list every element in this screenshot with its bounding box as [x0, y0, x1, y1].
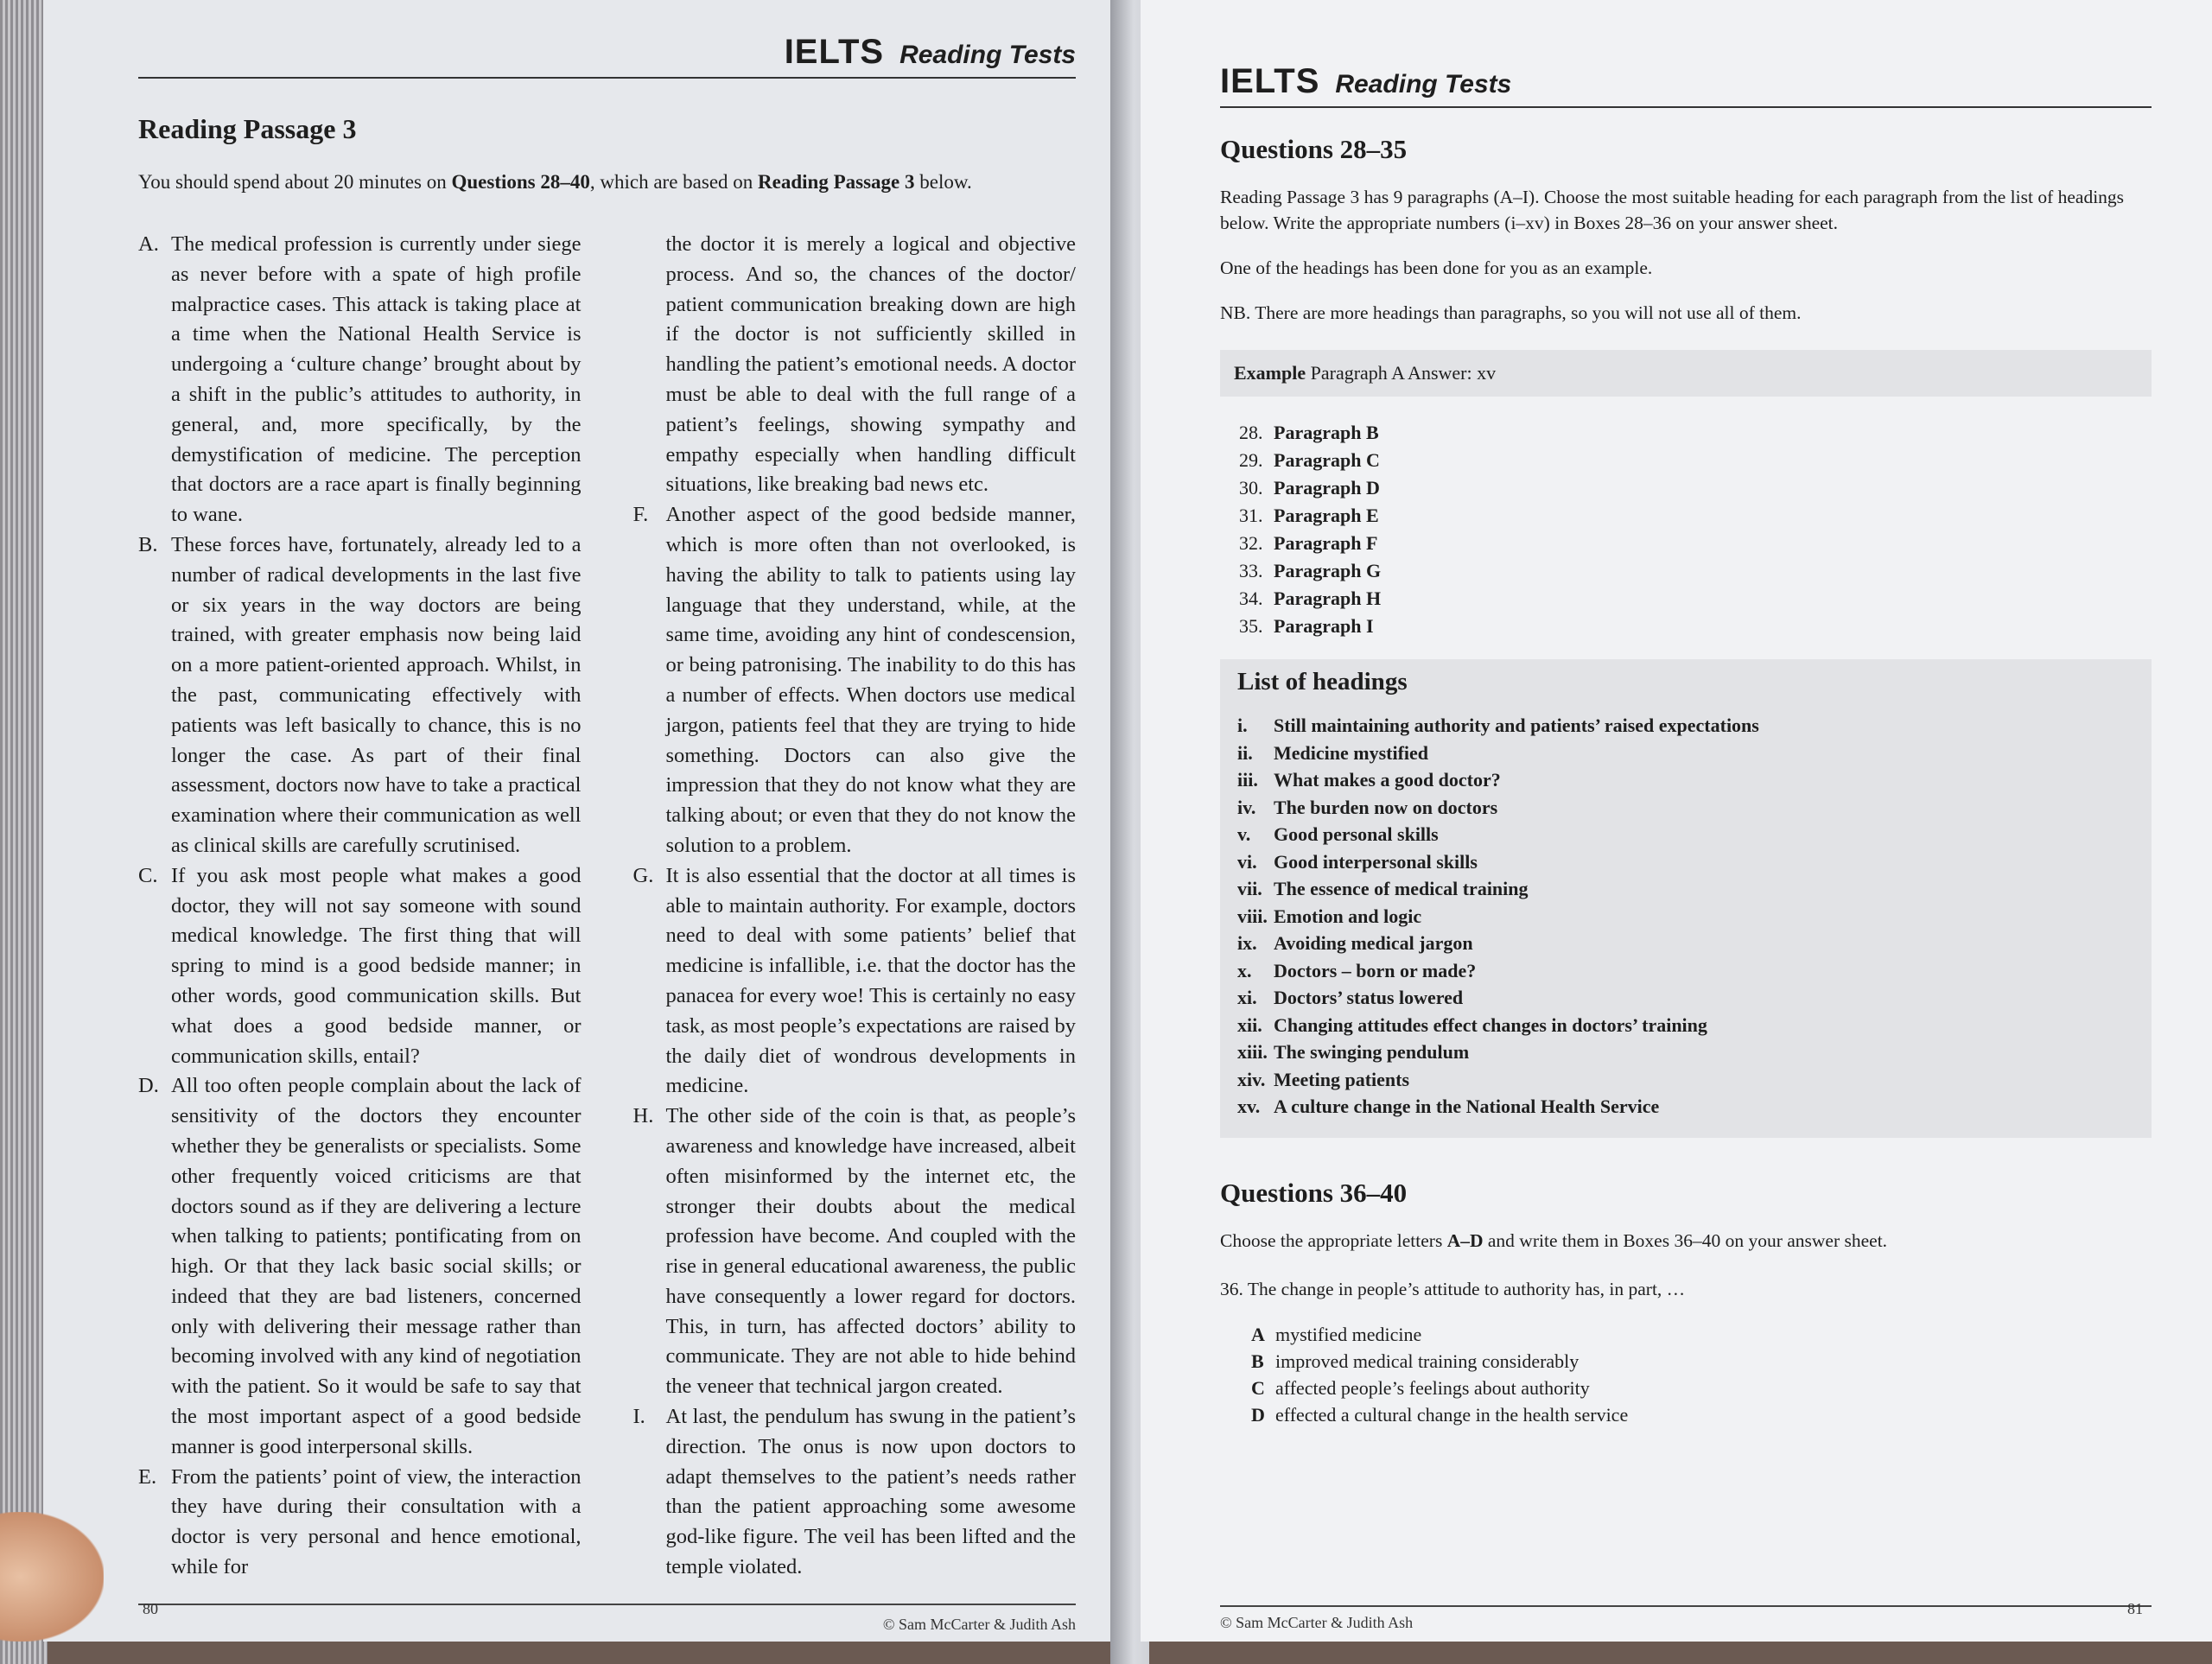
paragraph-letter: H.	[632, 1104, 654, 1128]
question-number: 34.	[1239, 587, 1263, 609]
paragraph-letter: C.	[138, 863, 158, 887]
paragraph-indent	[633, 230, 666, 500]
question-item	[1239, 557, 2152, 585]
right-page	[1141, 0, 2212, 1642]
option-item	[1251, 1321, 2152, 1348]
heading-text: Changing attitudes effect changes in doctors’ training	[1274, 1013, 1707, 1036]
heading-numeral: viii.	[1237, 905, 1268, 927]
heading-text: Emotion and logic	[1274, 905, 1422, 927]
question-item	[1239, 613, 2152, 640]
heading-text: Good personal skills	[1274, 823, 1439, 845]
thumb	[0, 1512, 104, 1642]
heading-numeral: xv.	[1237, 1096, 1261, 1117]
question-label: Paragraph C	[1274, 449, 1380, 471]
paragraph-letter: B.	[138, 532, 158, 556]
option-text: mystified medicine	[1275, 1323, 1422, 1345]
question-label: Paragraph G	[1274, 560, 1382, 581]
heading-text: Good interpersonal skills	[1274, 850, 1478, 873]
question-number: 35.	[1239, 615, 1263, 637]
headings-title: List of headings	[1237, 668, 1408, 695]
heading-text: Doctors – born or made?	[1274, 959, 1477, 981]
heading-item	[1237, 875, 2134, 903]
option-letter: D	[1251, 1403, 1265, 1426]
option-letter: B	[1251, 1350, 1264, 1372]
paragraph-text: The medical profession is currently under siege as never before with a spate of high profile malpractice cases. This attack is taking place at a time when the National Health Service is undergoing a ‘culture change’ brought about by a shift in the public’s attitudes to authority, in general, and, more specifically, by the demystification of medicine. The perception that doctors are a race apart is finally beginning to wane.	[171, 232, 582, 527]
option-text: affected people’s feelings about authority	[1275, 1376, 1590, 1399]
heading-item	[1237, 766, 2134, 794]
heading-numeral: vi.	[1237, 850, 1257, 873]
question-number: 33.	[1239, 560, 1263, 581]
heading-numeral: i.	[1237, 715, 1248, 736]
heading-item	[1237, 740, 2134, 767]
headings-list	[1237, 712, 2134, 1121]
question-label: Paragraph D	[1274, 477, 1380, 499]
paragraph-text: All too often people complain about the lack of sensitivity of the doctors they encounter whether they be generalists or specialists. Some other frequently voiced criticisms are that doctors sound as if they are delivering a lecture when talking to patients; pontificating from on high. Or that they lack basic social skills; or indeed that they are bad listeners, concerned only with delivering their message rather than becoming involved with any kind of negotiation with the patient. So it would be safe to say that the most important aspect of a good bedside manner is good interpersonal skills.	[171, 1074, 582, 1458]
heading-text: The essence of medical training	[1274, 878, 1529, 899]
option-letter: A	[1251, 1323, 1265, 1345]
question-label: Paragraph B	[1274, 422, 1379, 443]
instruction-text: You should spend about 20 minutes on	[138, 171, 452, 193]
question-number: 30.	[1239, 477, 1263, 499]
series-title-main: IELTS	[784, 33, 885, 71]
paragraph-text: At last, the pendulum has swung in the patient’s direction. The onus is now upon doctors to adapt themselves to the patient’s needs rather than the patient approaching some awesome god-like figure. The veil has been lifted and the temple violated.	[665, 1405, 1076, 1579]
instruction-text: , which are based on	[589, 171, 759, 193]
heading-numeral: x.	[1237, 959, 1252, 981]
paragraph-text: Another aspect of the good bedside manner, which is more often than not overlooked, is having the ability to talk to patients using lay language that they understand, while, at the same time, avoiding any hint of condescension, or being patronising. The inability to do this has a number of effects. When doctors use medical jargon, patients feel that they are trying to hide something. Doctors can also give the impression that they do not know what they are talking about; or even that they do not know the solution to a problem.	[665, 503, 1076, 857]
example-text: Paragraph A Answer: xv	[1306, 362, 1497, 384]
section-title: Reading Passage 3	[138, 113, 357, 144]
series-title-sub: Reading Tests	[1335, 70, 1512, 98]
left-page	[43, 0, 1119, 1642]
instruction-bold: A–D	[1446, 1229, 1484, 1251]
passage-column-2	[633, 230, 1077, 1583]
paragraph-text: From the patients’ point of view, the interaction they have during their consultation with a doctor is very personal and hence emotional, while for	[171, 1464, 582, 1579]
left-series-header	[138, 0, 1076, 72]
heading-numeral: v.	[1237, 823, 1251, 845]
question-item	[1239, 585, 2152, 613]
paragraph-letter: I.	[632, 1405, 645, 1429]
heading-item	[1237, 957, 2134, 985]
copyright: © Sam McCarter & Judith Ash	[1220, 1614, 1414, 1631]
paragraph-text: The other side of the coin is that, as people’s awareness and knowledge have increased, albeit often misinformed by the internet etc, the stronger their doubts about the medical profession have become. And coupled with the rise in general educational awareness, the public have consequently a lower regard for doctors. This, in turn, has affected doctors’ ability to communicate. They are not able to hide behind the veneer that technical jargon created.	[665, 1104, 1076, 1399]
paragraph-a	[138, 230, 582, 530]
paragraph-c	[138, 861, 582, 1072]
series-title-sub: Reading Tests	[899, 41, 1076, 69]
header-rule	[138, 77, 1076, 79]
questions-instruction: NB. There are more headings than paragraphs, so you will not use all of them.	[1220, 302, 1802, 323]
paragraph-text: These forces have, fortunately, already led to a number of radical developments in the last five or six years in the way doctors are being trained, with greater emphasis now being laid on a more patient-oriented approach. Whilst, in the past, communicating effectively with patients was left basically to chance, this is no longer the case. As part of their final assessment, doctors now have to take a practical examination where their communication as well as clinical skills are carefully scrutinised.	[171, 532, 582, 857]
heading-item	[1237, 984, 2134, 1012]
question-label: Paragraph I	[1274, 615, 1374, 637]
paragraph-f	[633, 500, 1077, 861]
questions-instruction: Reading Passage 3 has 9 paragraphs (A–I). Choose the most suitable heading for each paragraph from the list of headings below. Write the appropriate numbers (i–xv) in Boxes 28–36 on your answer sheet.	[1220, 187, 2125, 233]
heading-text: Avoiding medical jargon	[1274, 932, 1473, 954]
option-item	[1251, 1401, 2152, 1428]
passage-columns	[138, 230, 1076, 1583]
instruction-bold: Reading Passage 3	[758, 171, 915, 193]
paragraph-letter: E.	[138, 1464, 157, 1489]
right-series-header	[1220, 0, 2152, 101]
paragraph-e	[138, 1463, 582, 1583]
paragraph-text: the doctor it is merely a logical and objective process. And so, the chances of the doctor/ patient communication breaking down are high if the doctor is not sufficiently skilled in handling the patient’s emotional needs. A doctor must be able to deal with the full range of a patient’s feelings, showing sympathy and empathy especially when handling difficult situations, like breaking bad news etc.	[665, 232, 1076, 497]
heading-text: Medicine mystified	[1274, 741, 1429, 764]
question-36-options	[1251, 1321, 2152, 1428]
heading-numeral: xiii.	[1237, 1041, 1268, 1063]
questions-28-35-heading: Questions 28–35	[1220, 134, 1408, 164]
paragraph-question-list	[1220, 419, 2152, 640]
heading-item	[1237, 930, 2134, 957]
paragraph-i	[633, 1402, 1077, 1583]
heading-text: What makes a good doctor?	[1274, 769, 1501, 791]
heading-numeral: xiv.	[1237, 1068, 1266, 1090]
page-number: 80	[143, 1600, 158, 1617]
copyright: © Sam McCarter & Judith Ash	[882, 1616, 1076, 1633]
question-item	[1239, 530, 2152, 557]
heading-text: The swinging pendulum	[1274, 1041, 1470, 1063]
question-label: Paragraph F	[1274, 532, 1378, 554]
page-number: 81	[2127, 1600, 2143, 1617]
option-text: effected a cultural change in the health service	[1275, 1403, 1629, 1426]
heading-numeral: ii.	[1237, 741, 1253, 764]
footer-rule	[138, 1604, 1076, 1605]
heading-item	[1237, 821, 2134, 848]
questions-instruction: One of the headings has been done for you as an example.	[1220, 257, 1653, 278]
series-title-main: IELTS	[1220, 62, 1320, 100]
heading-text: The burden now on doctors	[1274, 796, 1498, 818]
heading-item	[1237, 848, 2134, 876]
heading-numeral: ix.	[1237, 932, 1257, 954]
heading-text: A culture change in the National Health Service	[1274, 1096, 1660, 1117]
paragraph-text: It is also essential that the doctor at all times is able to maintain authority. For example, doctors need to deal with some patients’ belief that medicine is infallible, i.e. that the doctor has the panacea for every woe! This is certainly no easy task, as most people’s expectations are raised by the daily diet of wondrous developments in medicine.	[665, 863, 1076, 1098]
paragraph-letter: G.	[632, 863, 654, 887]
heading-text: Still maintaining authority and patients’ raised expectations	[1274, 715, 1759, 736]
questions-instruction	[1220, 1228, 2152, 1254]
book-page-edges	[0, 0, 48, 1664]
paragraph-g	[633, 861, 1077, 1102]
questions-36-40-heading: Questions 36–40	[1220, 1177, 1408, 1208]
instruction-text: Choose the appropriate letters	[1220, 1229, 1447, 1251]
heading-numeral: iii.	[1237, 769, 1258, 791]
instruction-bold: Questions 28–40	[451, 171, 590, 193]
paragraph-letter: F.	[632, 503, 649, 527]
paragraph-b	[138, 530, 582, 861]
question-36: 36. The change in people’s attitude to authority has, in part, …	[1220, 1278, 1686, 1299]
question-number: 29.	[1239, 449, 1263, 471]
heading-item	[1237, 712, 2134, 740]
question-label: Paragraph H	[1274, 587, 1382, 609]
instruction-text: below.	[914, 171, 972, 193]
paragraph-d	[138, 1071, 582, 1462]
heading-item	[1237, 1038, 2134, 1066]
heading-text: Meeting patients	[1274, 1068, 1410, 1090]
question-item	[1239, 474, 2152, 502]
heading-item	[1237, 903, 2134, 930]
question-item	[1239, 502, 2152, 530]
question-label: Paragraph E	[1274, 505, 1379, 526]
passage-column-1	[138, 230, 582, 1583]
paragraph-letter: A.	[138, 232, 159, 256]
question-number: 31.	[1239, 505, 1263, 526]
heading-text: Doctors’ status lowered	[1274, 987, 1464, 1008]
question-item	[1239, 419, 2152, 447]
footer-rule	[1220, 1605, 2152, 1607]
heading-item	[1237, 1093, 2134, 1121]
paragraph-text: If you ask most people what makes a good doctor, they will not say someone with sound medical knowledge. The first thing that will spring to mind is a good bedside manner; in other words, good communication skills. But what does a good bedside manner, or communication skills, entail?	[171, 863, 582, 1068]
heading-numeral: xi.	[1237, 987, 1257, 1008]
option-item	[1251, 1348, 2152, 1375]
heading-numeral: vii.	[1237, 878, 1262, 899]
question-item	[1239, 447, 2152, 474]
heading-numeral: xii.	[1237, 1013, 1262, 1036]
option-text: improved medical training considerably	[1275, 1350, 1580, 1372]
question-number: 32.	[1239, 532, 1263, 554]
list-of-headings-box	[1220, 659, 2152, 1138]
instruction-text: and write them in Boxes 36–40 on your answer sheet.	[1483, 1229, 1888, 1251]
passage-instruction	[138, 171, 1076, 194]
option-item	[1251, 1375, 2152, 1401]
heading-item	[1237, 1066, 2134, 1094]
heading-item	[1237, 1012, 2134, 1039]
option-letter: C	[1251, 1376, 1265, 1399]
header-rule	[1220, 106, 2152, 108]
question-number: 28.	[1239, 422, 1263, 443]
example-box	[1220, 350, 2152, 397]
heading-numeral: iv.	[1237, 796, 1256, 818]
heading-item	[1237, 794, 2134, 822]
paragraph-h	[633, 1102, 1077, 1402]
example-label: Example	[1234, 362, 1306, 384]
paragraph-letter: D.	[138, 1074, 159, 1098]
paragraph-e-continued	[633, 230, 1077, 500]
